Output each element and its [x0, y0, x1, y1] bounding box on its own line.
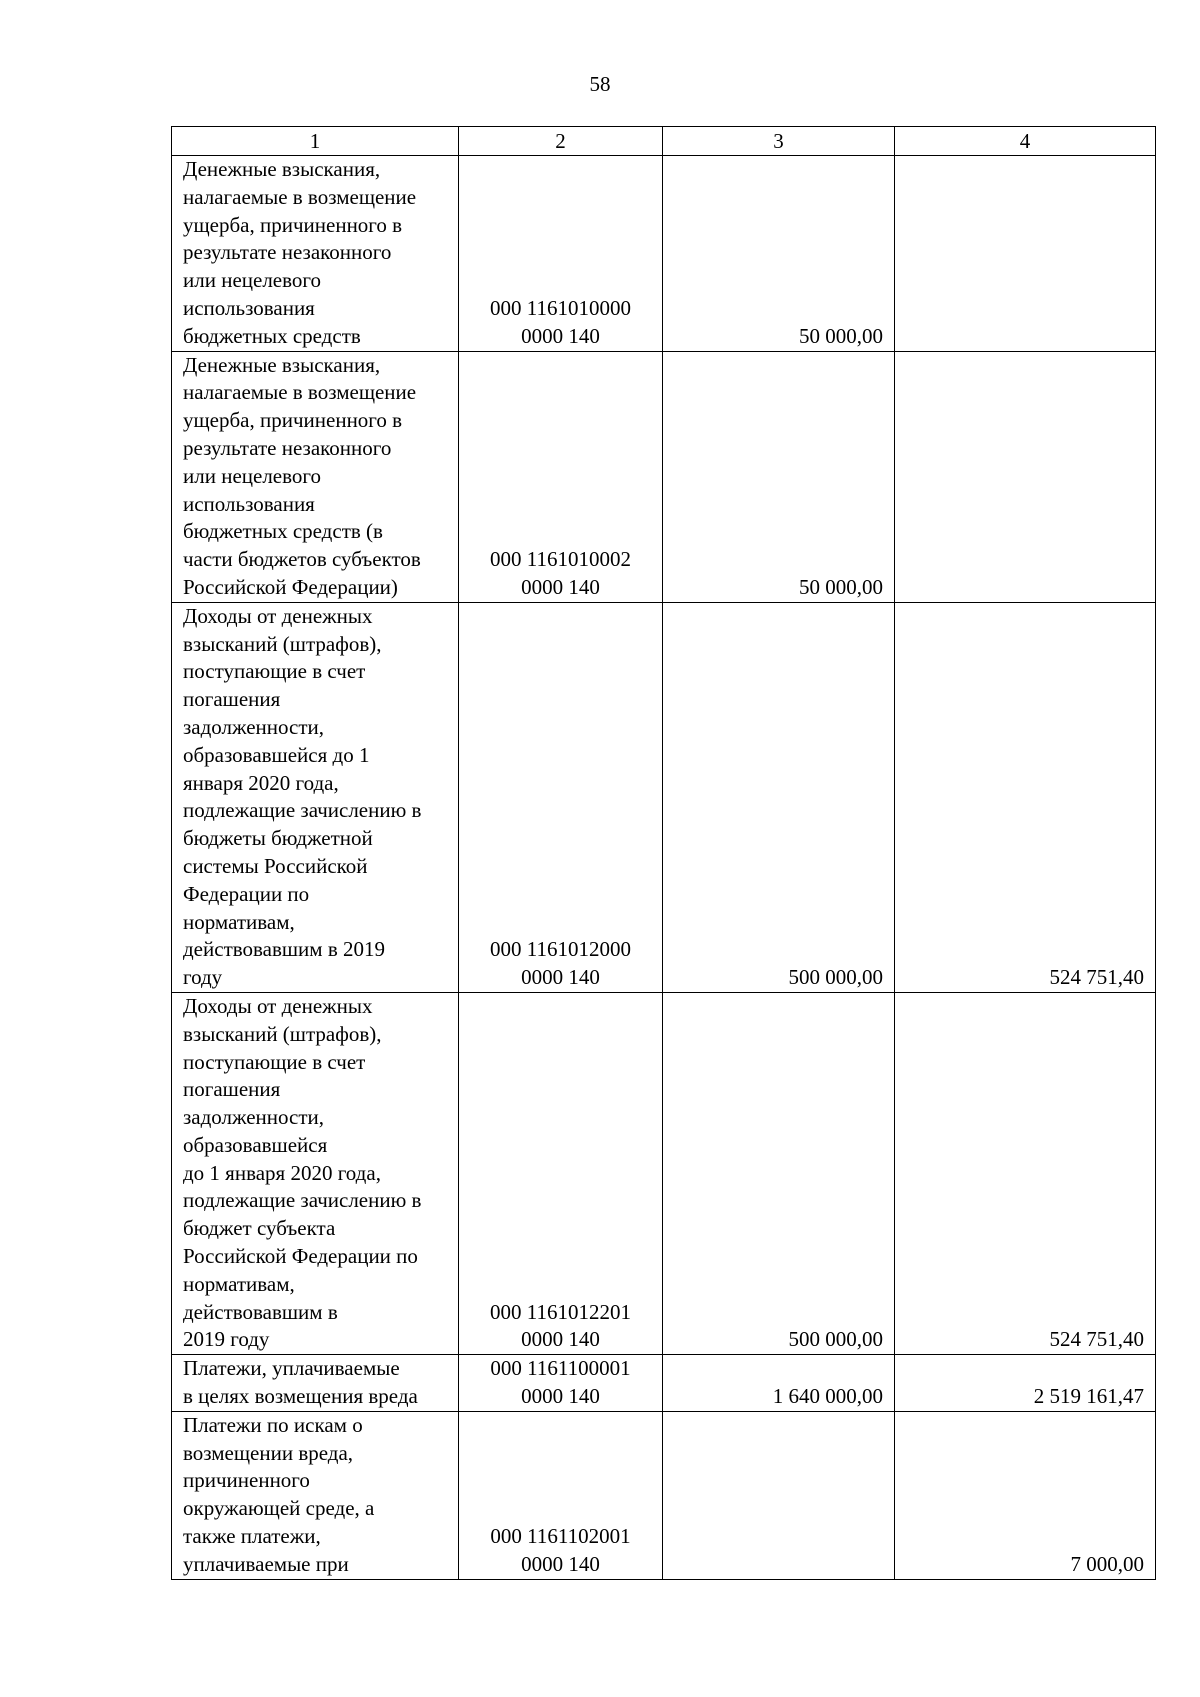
income-name: Денежные взыскания, налагаемые в возмещение ущерба, причиненного в результате незаконного или нецелевого использования бюджетных средств (в части бюджетов субъектов Российской Федерации) — [172, 351, 459, 602]
budget-table — [171, 126, 1156, 1580]
header-col-4: 4 — [895, 127, 1156, 156]
income-name: Денежные взыскания, налагаемые в возмещение ущерба, причиненного в результате незаконного или нецелевого использования бюджетных средств — [172, 156, 459, 352]
amount-col4: 524 751,40 — [895, 602, 1156, 992]
income-name: Доходы от денежных взысканий (штрафов), поступающие в счет погашения задолженности, образовавшейся до 1 января 2020 года, подлежащие зачислению в бюджеты бюджетной системы Российской Федерации по нормативам, действовавшим в 2019 году — [172, 602, 459, 992]
amount-col4: 2 519 161,47 — [895, 1355, 1156, 1412]
table-header-row — [172, 127, 1156, 156]
table-row — [172, 156, 1156, 352]
amount-col4 — [895, 156, 1156, 352]
amount-col3: 50 000,00 — [663, 156, 895, 352]
amount-col4: 7 000,00 — [895, 1411, 1156, 1579]
amount-col4 — [895, 351, 1156, 602]
income-name: Платежи, уплачиваемые в целях возмещения вреда — [172, 1355, 459, 1412]
table-row — [172, 351, 1156, 602]
amount-col4: 524 751,40 — [895, 992, 1156, 1354]
table-row — [172, 992, 1156, 1354]
amount-col3 — [663, 1411, 895, 1579]
budget-code: 000 1161102001 0000 140 — [459, 1411, 663, 1579]
table-row — [172, 602, 1156, 992]
income-name: Доходы от денежных взысканий (штрафов), поступающие в счет погашения задолженности, образовавшейся до 1 января 2020 года, подлежащие зачислению в бюджет субъекта Российской Федерации по нормативам, действовавшим в 2019 году — [172, 992, 459, 1354]
header-col-2: 2 — [459, 127, 663, 156]
income-name: Платежи по искам о возмещении вреда, причиненного окружающей среде, а также платежи, уплачиваемые при — [172, 1411, 459, 1579]
header-col-1: 1 — [172, 127, 459, 156]
budget-code: 000 1161012000 0000 140 — [459, 602, 663, 992]
table-row — [172, 1355, 1156, 1412]
amount-col3: 500 000,00 — [663, 602, 895, 992]
amount-col3: 50 000,00 — [663, 351, 895, 602]
budget-code: 000 1161012201 0000 140 — [459, 992, 663, 1354]
budget-code: 000 1161010000 0000 140 — [459, 156, 663, 352]
budget-code: 000 1161010002 0000 140 — [459, 351, 663, 602]
budget-code: 000 1161100001 0000 140 — [459, 1355, 663, 1412]
amount-col3: 1 640 000,00 — [663, 1355, 895, 1412]
amount-col3: 500 000,00 — [663, 992, 895, 1354]
header-col-3: 3 — [663, 127, 895, 156]
page-number: 58 — [589, 72, 611, 96]
table-row — [172, 1411, 1156, 1579]
